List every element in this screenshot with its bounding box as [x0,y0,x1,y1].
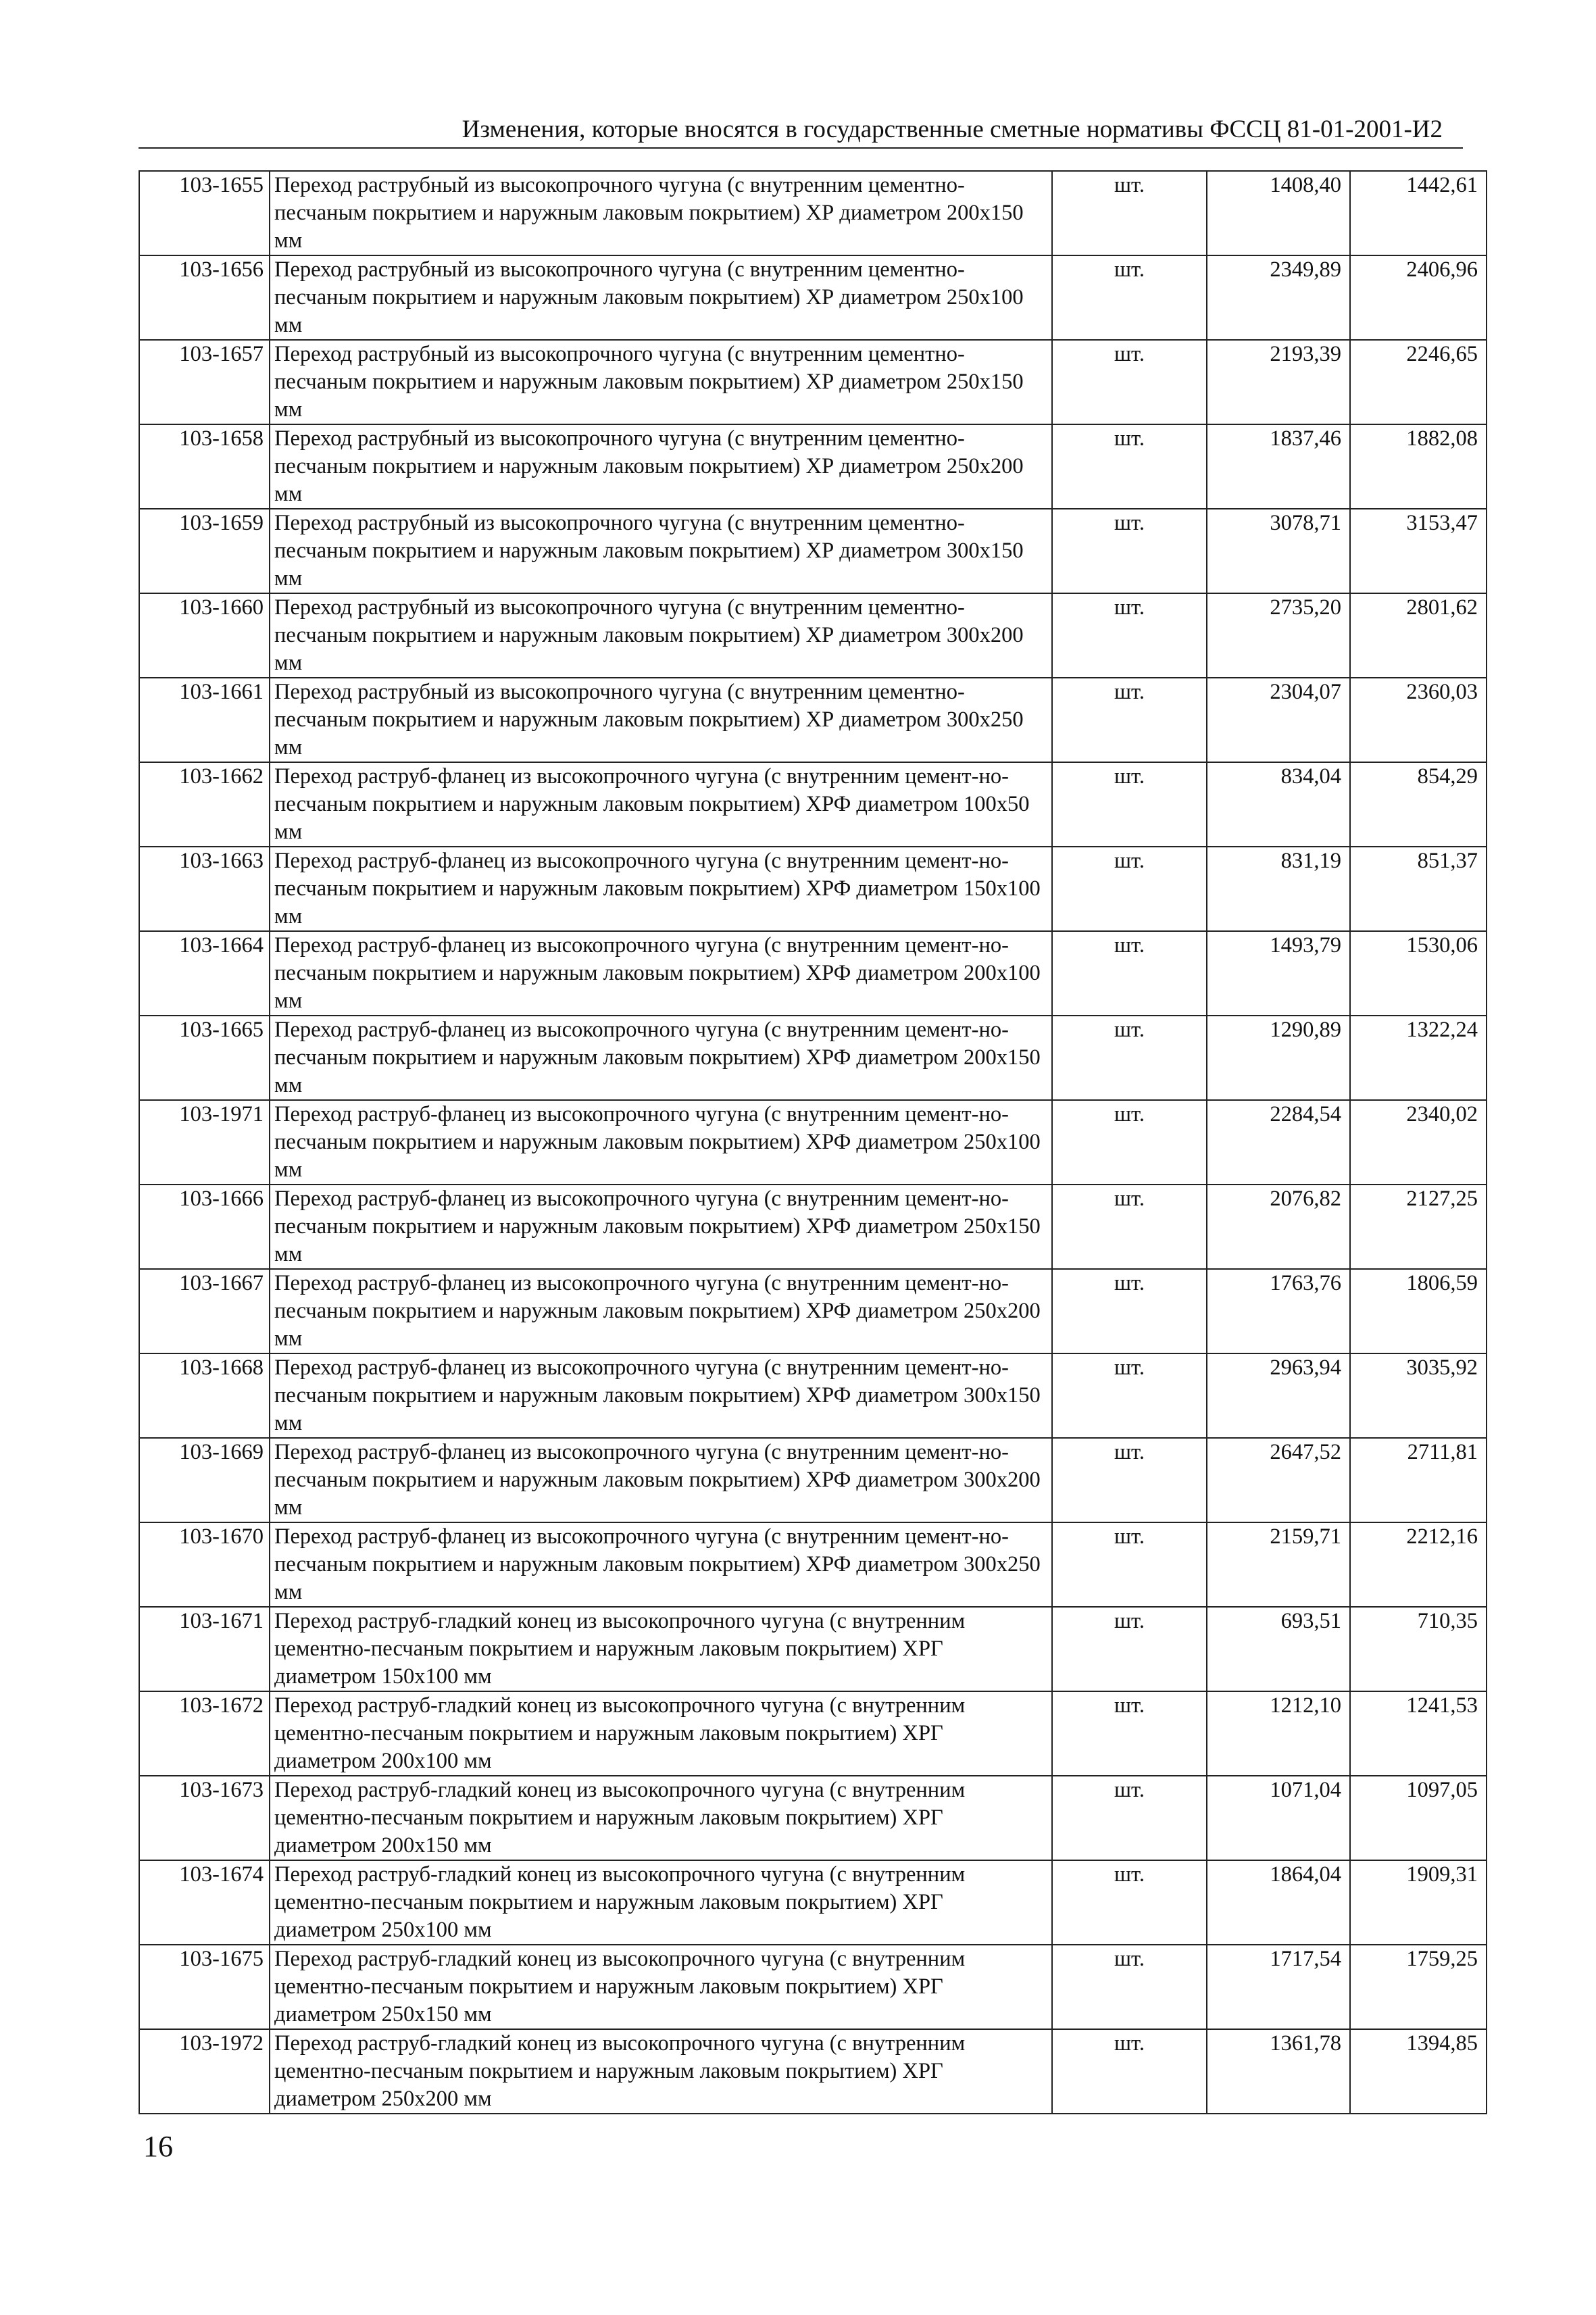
price-2-cell: 1806,59 [1350,1269,1487,1353]
price-2-cell: 2212,16 [1350,1522,1487,1607]
description-cell: Переход раструб-гладкий конец из высокопрочного чугуна (с внутренним цементно-песчаным покрытием и наружным лаковым покрытием) ХРГ диаметром 200х150 мм [270,1776,1052,1860]
price-1-cell: 2076,82 [1207,1185,1350,1269]
description-cell: Переход раструбный из высокопрочного чугуна (с внутренним цементно-песчаным покрытием и наружным лаковым покрытием) ХР диаметром 250х150 мм [270,340,1052,424]
description-cell: Переход раструбный из высокопрочного чугуна (с внутренним цементно-песчаным покрытием и наружным лаковым покрытием) ХР диаметром 250х200 мм [270,424,1052,509]
description-cell: Переход раструб-гладкий конец из высокопрочного чугуна (с внутренним цементно-песчаным покрытием и наружным лаковым покрытием) ХРГ диаметром 250х200 мм [270,2029,1052,2114]
price-1-cell: 2193,39 [1207,340,1350,424]
table-row [139,171,1487,255]
code-cell: 103-1667 [139,1269,270,1353]
unit-cell: шт. [1052,1691,1207,1776]
description-cell: Переход раструб-фланец из высокопрочного чугуна (с внутренним цемент-но-песчаным покрытием и наружным лаковым покрытием) ХРФ диаметром 200х150 мм [270,1016,1052,1100]
price-1-cell: 831,19 [1207,847,1350,931]
price-2-cell: 1882,08 [1350,424,1487,509]
price-1-cell: 1493,79 [1207,931,1350,1016]
description-cell: Переход раструб-фланец из высокопрочного чугуна (с внутренним цемент-но-песчаным покрытием и наружным лаковым покрытием) ХРФ диаметром 300х200 мм [270,1438,1052,1522]
code-cell: 103-1664 [139,931,270,1016]
price-2-cell: 2246,65 [1350,340,1487,424]
unit-cell: шт. [1052,1776,1207,1860]
code-cell: 103-1661 [139,678,270,762]
unit-cell: шт. [1052,762,1207,847]
code-cell: 103-1659 [139,509,270,593]
description-cell: Переход раструбный из высокопрочного чугуна (с внутренним цементно-песчаным покрытием и наружным лаковым покрытием) ХР диаметром 300х250 мм [270,678,1052,762]
code-cell: 103-1666 [139,1185,270,1269]
table-row [139,1438,1487,1522]
price-1-cell: 2349,89 [1207,255,1350,340]
description-cell: Переход раструб-фланец из высокопрочного чугуна (с внутренним цемент-но-песчаным покрытием и наружным лаковым покрытием) ХРФ диаметром 300х150 мм [270,1353,1052,1438]
description-cell: Переход раструб-фланец из высокопрочного чугуна (с внутренним цемент-но-песчаным покрытием и наружным лаковым покрытием) ХРФ диаметром 300х250 мм [270,1522,1052,1607]
description-cell: Переход раструб-фланец из высокопрочного чугуна (с внутренним цемент-но-песчаным покрытием и наружным лаковым покрытием) ХРФ диаметром 200х100 мм [270,931,1052,1016]
price-2-cell: 1909,31 [1350,1860,1487,1945]
description-cell: Переход раструбный из высокопрочного чугуна (с внутренним цементно-песчаным покрытием и наружным лаковым покрытием) ХР диаметром 300х200 мм [270,593,1052,678]
price-1-cell: 2963,94 [1207,1353,1350,1438]
price-1-cell: 1717,54 [1207,1945,1350,2029]
price-1-cell: 2284,54 [1207,1100,1350,1185]
table-row [139,762,1487,847]
unit-cell: шт. [1052,509,1207,593]
unit-cell: шт. [1052,1353,1207,1438]
price-1-cell: 1837,46 [1207,424,1350,509]
price-2-cell: 2801,62 [1350,593,1487,678]
unit-cell: шт. [1052,255,1207,340]
code-cell: 103-1657 [139,340,270,424]
price-1-cell: 2735,20 [1207,593,1350,678]
price-1-cell: 1290,89 [1207,1016,1350,1100]
unit-cell: шт. [1052,340,1207,424]
description-cell: Переход раструб-гладкий конец из высокопрочного чугуна (с внутренним цементно-песчаным покрытием и наружным лаковым покрытием) ХРГ диаметром 250х100 мм [270,1860,1052,1945]
table-row [139,1353,1487,1438]
price-1-cell: 1212,10 [1207,1691,1350,1776]
price-2-cell: 2340,02 [1350,1100,1487,1185]
table-row [139,1269,1487,1353]
unit-cell: шт. [1052,593,1207,678]
price-1-cell: 834,04 [1207,762,1350,847]
price-2-cell: 1322,24 [1350,1016,1487,1100]
description-cell: Переход раструб-фланец из высокопрочного чугуна (с внутренним цемент-но-песчаным покрытием и наружным лаковым покрытием) ХРФ диаметром 150х100 мм [270,847,1052,931]
code-cell: 103-1656 [139,255,270,340]
code-cell: 103-1674 [139,1860,270,1945]
code-cell: 103-1971 [139,1100,270,1185]
description-cell: Переход раструб-гладкий конец из высокопрочного чугуна (с внутренним цементно-песчаным покрытием и наружным лаковым покрытием) ХРГ диаметром 250х150 мм [270,1945,1052,2029]
code-cell: 103-1663 [139,847,270,931]
unit-cell: шт. [1052,1100,1207,1185]
code-cell: 103-1672 [139,1691,270,1776]
table-row [139,1776,1487,1860]
table-row [139,340,1487,424]
price-2-cell: 1530,06 [1350,931,1487,1016]
description-cell: Переход раструбный из высокопрочного чугуна (с внутренним цементно-песчаным покрытием и наружным лаковым покрытием) ХР диаметром 200х150 мм [270,171,1052,255]
price-1-cell: 1408,40 [1207,171,1350,255]
description-cell: Переход раструбный из высокопрочного чугуна (с внутренним цементно-песчаным покрытием и наружным лаковым покрытием) ХР диаметром 300х150 мм [270,509,1052,593]
table-row [139,1607,1487,1691]
table-row [139,678,1487,762]
unit-cell: шт. [1052,1860,1207,1945]
price-2-cell: 2127,25 [1350,1185,1487,1269]
code-cell: 103-1660 [139,593,270,678]
description-cell: Переход раструб-фланец из высокопрочного чугуна (с внутренним цемент-но-песчаным покрытием и наружным лаковым покрытием) ХРФ диаметром 250х100 мм [270,1100,1052,1185]
table-row [139,424,1487,509]
price-2-cell: 710,35 [1350,1607,1487,1691]
description-cell: Переход раструб-гладкий конец из высокопрочного чугуна (с внутренним цементно-песчаным покрытием и наружным лаковым покрытием) ХРГ диаметром 200х100 мм [270,1691,1052,1776]
price-2-cell: 2360,03 [1350,678,1487,762]
page-number: 16 [143,2130,173,2163]
description-cell: Переход раструб-фланец из высокопрочного чугуна (с внутренним цемент-но-песчаным покрытием и наружным лаковым покрытием) ХРФ диаметром 250х150 мм [270,1185,1052,1269]
table-row [139,509,1487,593]
page-header [139,114,1463,149]
price-2-cell: 2406,96 [1350,255,1487,340]
price-1-cell: 1864,04 [1207,1860,1350,1945]
price-2-cell: 2711,81 [1350,1438,1487,1522]
unit-cell: шт. [1052,847,1207,931]
price-2-cell: 3153,47 [1350,509,1487,593]
description-cell: Переход раструб-фланец из высокопрочного чугуна (с внутренним цемент-но-песчаным покрытием и наружным лаковым покрытием) ХРФ диаметром 250х200 мм [270,1269,1052,1353]
price-2-cell: 854,29 [1350,762,1487,847]
code-cell: 103-1669 [139,1438,270,1522]
unit-cell: шт. [1052,1269,1207,1353]
unit-cell: шт. [1052,1016,1207,1100]
description-cell: Переход раструб-гладкий конец из высокопрочного чугуна (с внутренним цементно-песчаным покрытием и наружным лаковым покрытием) ХРГ диаметром 150х100 мм [270,1607,1052,1691]
unit-cell: шт. [1052,1185,1207,1269]
table-row [139,2029,1487,2114]
unit-cell: шт. [1052,1945,1207,2029]
table-row [139,255,1487,340]
code-cell: 103-1665 [139,1016,270,1100]
price-1-cell: 1361,78 [1207,2029,1350,2114]
price-2-cell: 1241,53 [1350,1691,1487,1776]
price-2-cell: 1097,05 [1350,1776,1487,1860]
price-table-body [139,171,1487,2114]
price-1-cell: 2647,52 [1207,1438,1350,1522]
code-cell: 103-1670 [139,1522,270,1607]
price-1-cell: 2304,07 [1207,678,1350,762]
code-cell: 103-1673 [139,1776,270,1860]
price-1-cell: 1071,04 [1207,1776,1350,1860]
code-cell: 103-1655 [139,171,270,255]
price-1-cell: 2159,71 [1207,1522,1350,1607]
code-cell: 103-1675 [139,1945,270,2029]
table-row [139,1185,1487,1269]
unit-cell: шт. [1052,2029,1207,2114]
price-2-cell: 851,37 [1350,847,1487,931]
price-2-cell: 1759,25 [1350,1945,1487,2029]
price-1-cell: 693,51 [1207,1607,1350,1691]
header-title: Изменения, которые вносятся в государственные сметные нормативы ФССЦ 81-01-2001-И2 [462,116,1443,143]
price-2-cell: 1442,61 [1350,171,1487,255]
unit-cell: шт. [1052,1522,1207,1607]
table-row [139,1860,1487,1945]
table-row [139,1100,1487,1185]
table-row [139,847,1487,931]
price-table [139,170,1487,2114]
table-row [139,1522,1487,1607]
table-row [139,1016,1487,1100]
unit-cell: шт. [1052,171,1207,255]
price-1-cell: 3078,71 [1207,509,1350,593]
table-row [139,593,1487,678]
table-row [139,931,1487,1016]
code-cell: 103-1662 [139,762,270,847]
price-2-cell: 1394,85 [1350,2029,1487,2114]
unit-cell: шт. [1052,678,1207,762]
price-1-cell: 1763,76 [1207,1269,1350,1353]
price-2-cell: 3035,92 [1350,1353,1487,1438]
unit-cell: шт. [1052,1607,1207,1691]
table-row [139,1945,1487,2029]
unit-cell: шт. [1052,931,1207,1016]
description-cell: Переход раструб-фланец из высокопрочного чугуна (с внутренним цемент-но-песчаным покрытием и наружным лаковым покрытием) ХРФ диаметром 100х50 мм [270,762,1052,847]
unit-cell: шт. [1052,424,1207,509]
description-cell: Переход раструбный из высокопрочного чугуна (с внутренним цементно-песчаным покрытием и наружным лаковым покрытием) ХР диаметром 250х100 мм [270,255,1052,340]
code-cell: 103-1972 [139,2029,270,2114]
code-cell: 103-1671 [139,1607,270,1691]
table-row [139,1691,1487,1776]
unit-cell: шт. [1052,1438,1207,1522]
code-cell: 103-1658 [139,424,270,509]
code-cell: 103-1668 [139,1353,270,1438]
